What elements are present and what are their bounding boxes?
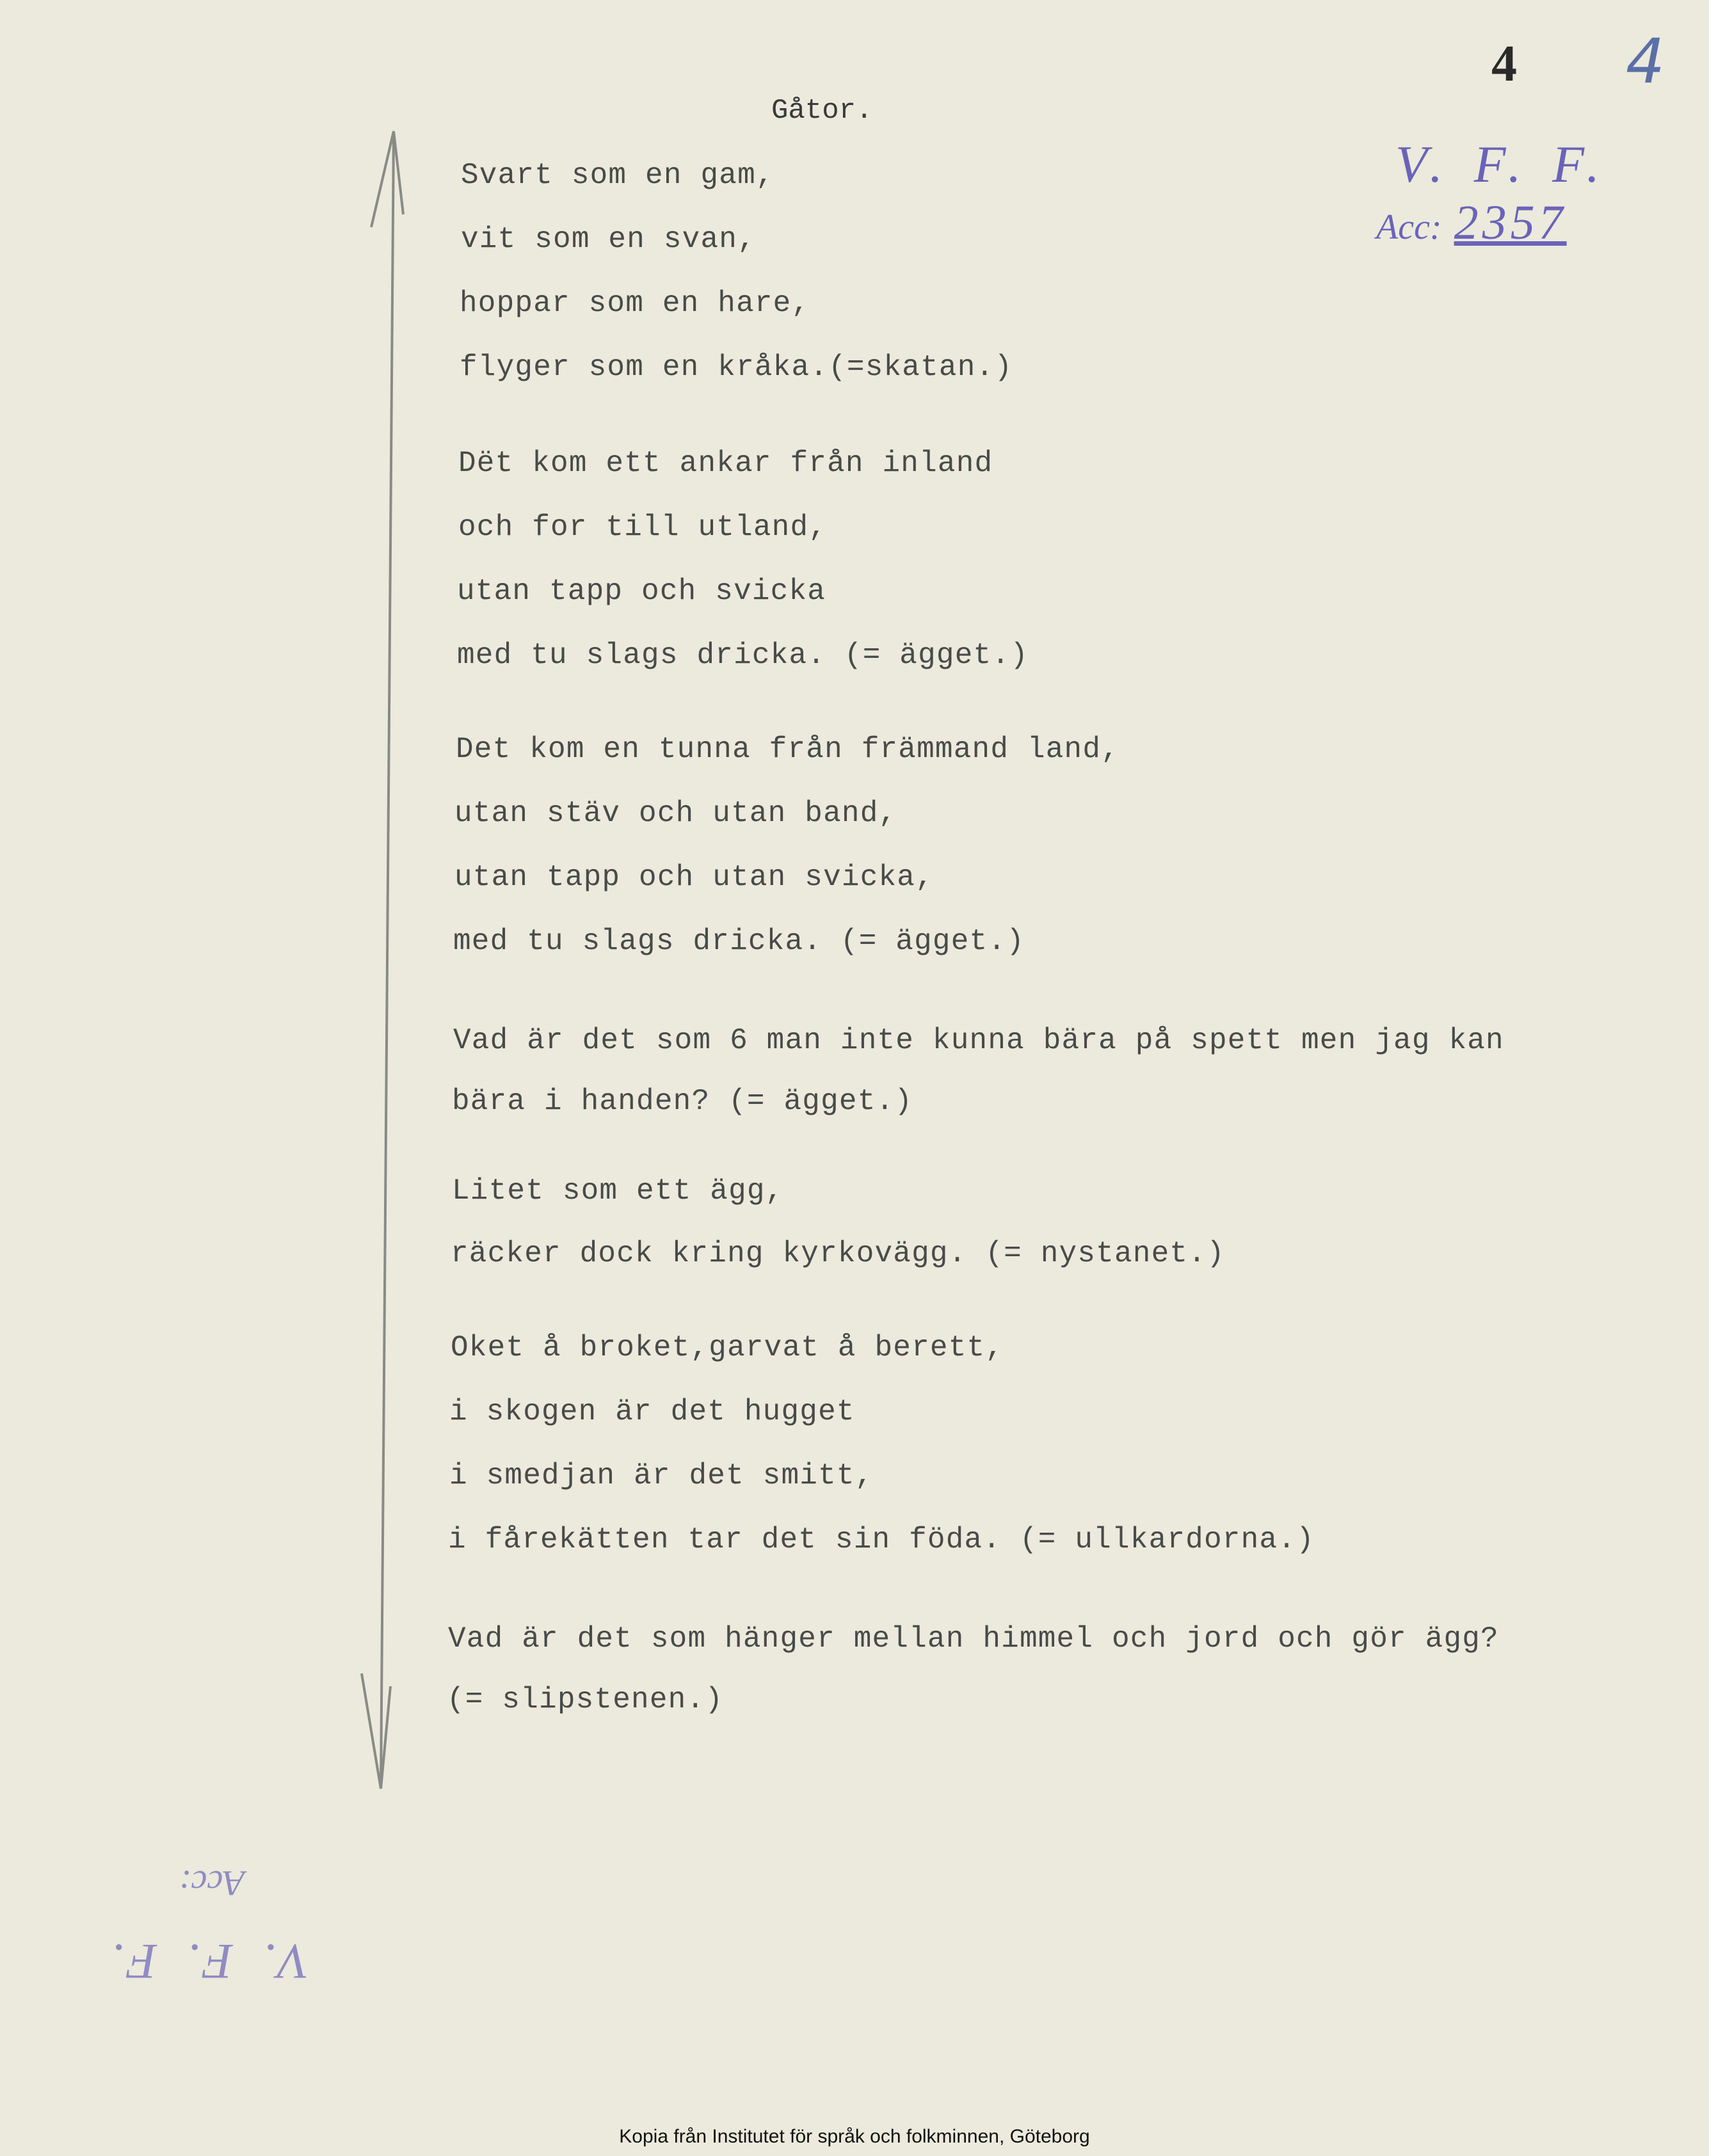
riddle-line: Litet som ett ägg,	[452, 1174, 784, 1208]
mirrored-stamp-vff: V. F. F.	[102, 1934, 309, 1990]
pencil-arrow-icon	[358, 125, 435, 1801]
riddle-line: i smedjan är det smitt,	[449, 1459, 874, 1492]
mirrored-stamp-acc: Acc:	[179, 1863, 245, 1903]
riddle-line: med tu slags dricka. (= ägget.)	[453, 925, 1025, 958]
riddle-line: Vad är det som 6 man inte kunna bära på spett men jag kan	[453, 1024, 1504, 1057]
riddle-line: (= slipstenen.)	[447, 1683, 724, 1716]
riddle-line: flyger som en kråka.(=skatan.)	[460, 351, 1013, 384]
riddle-line: Dët kom ett ankar från inland	[458, 447, 993, 480]
footer-caption: Kopia från Institutet för språk och folkminnen, Göteborg	[619, 2126, 1090, 2147]
archive-stamp-acc	[1376, 195, 1567, 251]
pencil-page-number: 4	[1626, 26, 1665, 97]
riddle-line: Oket å broket,garvat å berett,	[451, 1331, 1004, 1364]
riddle-line: i fårekätten tar det sin föda. (= ullkardorna.)	[448, 1523, 1315, 1556]
acc-number: 2357	[1454, 196, 1567, 250]
riddle-line: Svart som en gam,	[461, 159, 774, 192]
archive-stamp-vff: V. F. F.	[1395, 135, 1609, 193]
page-number: 4	[1491, 36, 1517, 92]
riddle-line: räcker dock kring kyrkovägg. (= nystanet.)	[451, 1237, 1225, 1270]
riddle-line: utan stäv och utan band,	[454, 797, 897, 830]
riddle-line: Det kom en tunna från främmand land,	[456, 733, 1119, 766]
riddle-line: hoppar som en hare,	[460, 287, 810, 320]
riddle-line: och for till utland,	[458, 511, 828, 544]
riddle-line: Vad är det som hänger mellan himmel och jord och gör ägg?	[448, 1622, 1499, 1656]
riddle-line: med tu slags dricka. (= ägget.)	[457, 639, 1029, 672]
document-title: Gåtor.	[771, 95, 873, 127]
riddle-line: bära i handen? (= ägget.)	[452, 1085, 913, 1118]
riddle-line: utan tapp och svicka	[457, 575, 826, 608]
riddle-line: utan tapp och utan svicka,	[454, 861, 934, 894]
acc-label: Acc:	[1376, 207, 1442, 247]
riddle-line: i skogen är det hugget	[449, 1395, 855, 1428]
riddle-line: vit som en svan,	[461, 223, 756, 256]
